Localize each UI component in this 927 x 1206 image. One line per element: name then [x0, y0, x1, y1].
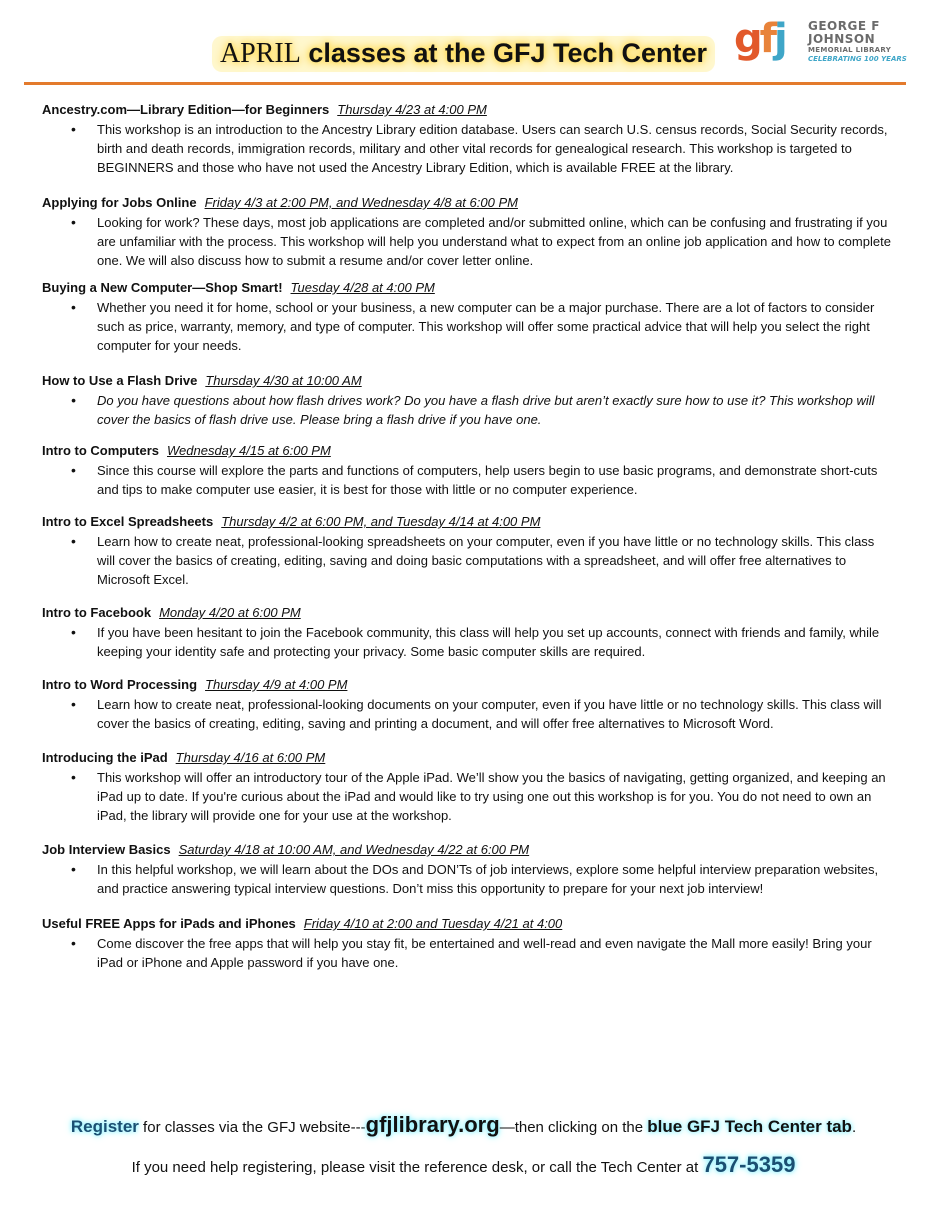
logo-name: [808, 20, 907, 63]
course-heading: [42, 750, 892, 766]
course-name: Job Interview Basics: [42, 842, 171, 857]
course-date: Thursday 4/9 at 4:00 PM: [205, 677, 348, 692]
course-heading: [42, 677, 892, 693]
course-heading: [42, 373, 892, 389]
course-date: Monday 4/20 at 6:00 PM: [159, 605, 301, 620]
course-date: Saturday 4/18 at 10:00 AM, and Wednesday 4/22 at 6:00 PM: [178, 842, 530, 857]
course-heading: [42, 102, 892, 118]
course-description: • If you have been hesitant to join the Facebook community, this class will help you set up accounts, connect with friends and family, while keeping your identity safe and protecting your privacy. Some basic computer skills are required.: [97, 623, 892, 661]
course-description: • Do you have questions about how flash drives work? Do you have a flash drive but aren’t exactly sure how to use it? This workshop will cover the basics of flash drive use. Please bring a flash drive if you have one.: [97, 391, 892, 429]
course-name: Buying a New Computer—Shop Smart!: [42, 280, 283, 295]
course-name: Useful FREE Apps for iPads and iPhones: [42, 916, 296, 931]
course-date: Friday 4/3 at 2:00 PM, and Wednesday 4/8 at 6:00 PM: [204, 195, 518, 210]
course-date: Tuesday 4/28 at 4:00 PM: [290, 280, 435, 295]
course-item: [42, 514, 892, 589]
course-date: Thursday 4/16 at 6:00 PM: [175, 750, 326, 765]
course-name: Intro to Computers: [42, 443, 159, 458]
course-heading: [42, 195, 892, 211]
course-name: How to Use a Flash Drive: [42, 373, 198, 388]
course-date: Thursday 4/30 at 10:00 AM: [205, 373, 362, 388]
course-item: [42, 102, 892, 177]
course-heading: [42, 916, 892, 932]
header-divider: [24, 82, 906, 85]
course-list: [42, 102, 892, 972]
logo-name-line3: MEMORIAL LIBRARY: [808, 46, 892, 54]
title-month: APRIL: [219, 38, 301, 69]
course-item: [42, 373, 892, 429]
tech-center-tab-text: blue GFJ Tech Center tab: [647, 1117, 852, 1136]
course-item: [42, 750, 892, 825]
course-description: • Since this course will explore the parts and functions of computers, help users begin to use basic programs, and demonstrate short-cuts and tips to make computer use easier, it is best for those with little or no computer experience.: [97, 461, 892, 499]
logo-letter-f: f: [759, 16, 775, 62]
course-date: Wednesday 4/15 at 6:00 PM: [167, 443, 331, 458]
course-heading: [42, 605, 892, 621]
course-date: Thursday 4/2 at 6:00 PM, and Tuesday 4/14 at 4:00 PM: [221, 514, 541, 529]
course-description: • This workshop will offer an introductory tour of the Apple iPad. We’ll show you the basics of navigating, getting organized, and keeping an iPad up to date. If you're curious about the iPad and would like to try using one out this workshop is for you. You do not need to own an iPad, the library will provide one for your use at the workshop.: [97, 768, 892, 825]
course-description: • Looking for work? These days, most job applications are completed and/or submitted online, which can be confusing and frustrating if you are unfamiliar with the process. This workshop will help you understand what to expect from an online job application and how to complete one. We will also discuss how to submit a resume and/or cover letter online.: [97, 213, 892, 270]
logo-tagline: CELEBRATING 100 YEARS: [808, 55, 907, 63]
course-description: • Learn how to create neat, professional-looking documents on your computer, even if you have little or no technology skills. This class will cover the basics of creating, editing, saving and printing a document, and will offer free alternatives to Microsoft Word.: [97, 695, 892, 733]
course-name: Intro to Word Processing: [42, 677, 198, 692]
help-text: If you need help registering, please visit the reference desk, or call the Tech Center at: [131, 1159, 703, 1176]
course-item: [42, 677, 892, 733]
logo-letter-j: j: [774, 16, 785, 62]
website-link[interactable]: gfjlibrary.org: [365, 1112, 500, 1137]
page-title: [212, 36, 715, 72]
course-description: • Learn how to create neat, professional-looking spreadsheets on your computer, even if you have little or no technology skills. This class will cover the basics of creating, editing, saving and doing basic computations with a spreadsheet, and will offer free alternatives to Microsoft Excel.: [97, 532, 892, 589]
course-item: [42, 280, 892, 355]
phone-number: 757-5359: [702, 1152, 796, 1177]
logo-name-line1: GEORGE F: [808, 19, 880, 33]
course-heading: [42, 514, 892, 530]
course-description: • This workshop is an introduction to the Ancestry Library edition database. Users can search U.S. census records, Social Security records, birth and death records, immigration records, military and other vital records for genealogical research. This workshop is targeted to BEGINNERS and those who have not used the Ancestry Library Edition, which is available FREE at the library.: [97, 120, 892, 177]
register-word: Register: [70, 1117, 139, 1136]
course-name: Ancestry.com—Library Edition—for Beginners: [42, 102, 330, 117]
course-name: Applying for Jobs Online: [42, 195, 197, 210]
course-date: Thursday 4/23 at 4:00 PM: [337, 102, 487, 117]
course-name: Introducing the iPad: [42, 750, 168, 765]
course-item: [42, 605, 892, 661]
library-logo: [734, 14, 914, 70]
register-text-after: —then clicking on the: [499, 1119, 648, 1136]
register-period: .: [851, 1119, 857, 1136]
course-name: Intro to Facebook: [42, 605, 152, 620]
course-item: [42, 916, 892, 972]
register-line: [0, 1112, 927, 1138]
course-date: Friday 4/10 at 2:00 and Tuesday 4/21 at 4:00: [303, 916, 563, 931]
course-heading: [42, 842, 892, 858]
course-description: • In this helpful workshop, we will learn about the DOs and DON’Ts of job interviews, explore some helpful interview preparation websites, and practice answering typical interview questions. Don’t miss this opportunity to prepare for your next job interview!: [97, 860, 892, 898]
course-heading: [42, 443, 892, 459]
help-line: [0, 1152, 927, 1178]
register-text: for classes via the GFJ website---: [138, 1119, 366, 1136]
course-heading: [42, 280, 892, 296]
title-text: classes at the GFJ Tech Center: [308, 38, 708, 68]
course-item: [42, 842, 892, 898]
course-name: Intro to Excel Spreadsheets: [42, 514, 214, 529]
course-item: [42, 195, 892, 270]
logo-mark: [734, 16, 785, 62]
course-item: [42, 443, 892, 499]
logo-name-line2: JOHNSON: [808, 32, 876, 46]
course-description: • Whether you need it for home, school or your business, a new computer can be a major purchase. There are a lot of factors to consider such as price, warranty, memory, and type of computer. This workshop will offer some practical advice that will help you select the right computer for your needs.: [97, 298, 892, 355]
logo-letter-g: g: [734, 16, 760, 62]
course-description: • Come discover the free apps that will help you stay fit, be entertained and well-read and even navigate the Mall more easily! Bring your iPad or iPhone and Apple password if you have one.: [97, 934, 892, 972]
